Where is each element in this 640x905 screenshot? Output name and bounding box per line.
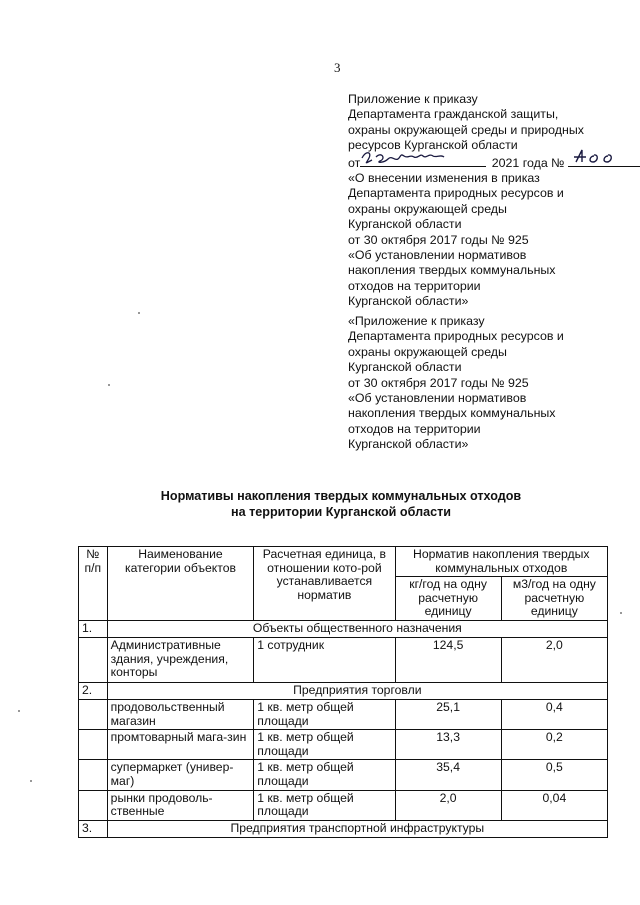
header-name: Наименование категории объектов bbox=[107, 547, 254, 621]
row-m3: 0,4 bbox=[501, 699, 607, 729]
title-line: Нормативы накопления твердых коммунальных отходов bbox=[160, 489, 522, 503]
appendix-block-original bbox=[348, 314, 618, 453]
appendix-line: охраны окружающей среды bbox=[348, 344, 507, 359]
row-m3: 2,0 bbox=[501, 637, 607, 682]
row-name: Административные здания, учреждения, конторы bbox=[107, 637, 254, 682]
section-title: Предприятия транспортной инфраструктуры bbox=[107, 820, 607, 837]
table-row bbox=[79, 790, 608, 820]
appendix-line: накопления твердых коммунальных bbox=[348, 263, 556, 278]
section-row bbox=[79, 620, 608, 637]
row-num bbox=[79, 730, 108, 760]
appendix-line: «Приложение к приказу bbox=[348, 314, 485, 328]
section-num: 2. bbox=[79, 682, 108, 699]
row-unit: 1 кв. метр общей площади bbox=[254, 699, 395, 729]
row-m3: 0,5 bbox=[501, 760, 607, 790]
scan-speck bbox=[30, 780, 32, 782]
row-num bbox=[79, 637, 108, 682]
section-num: 1. bbox=[79, 620, 108, 637]
norms-table bbox=[78, 546, 608, 838]
row-num bbox=[79, 790, 108, 820]
appendix-line: накопления твердых коммунальных bbox=[348, 406, 556, 421]
title-line: на территории Курганской области bbox=[230, 505, 451, 519]
row-unit: 1 кв. метр общей площади bbox=[254, 790, 395, 820]
header-norm: Норматив накопления твердых коммунальных отходов bbox=[395, 547, 607, 577]
date-prefix: от bbox=[348, 155, 361, 170]
handwritten-order-number bbox=[568, 154, 640, 167]
row-m3: 0,2 bbox=[501, 730, 607, 760]
row-name: рынки продоволь-ственные bbox=[107, 790, 254, 820]
appendix-block-amendment bbox=[348, 92, 618, 310]
row-kg: 2,0 bbox=[395, 790, 501, 820]
row-unit: 1 кв. метр общей площади bbox=[254, 760, 395, 790]
page-number: 3 bbox=[334, 60, 341, 75]
handwritten-date-signature bbox=[360, 148, 486, 166]
appendix-line: Департамента гражданской защиты, bbox=[348, 107, 559, 122]
section-title: Предприятия торговли bbox=[107, 682, 607, 699]
table-row bbox=[79, 760, 608, 790]
appendix-line: от 30 октября 2017 годы № 925 bbox=[348, 232, 529, 247]
scan-speck bbox=[620, 612, 622, 614]
section-title: Объекты общественного назначения bbox=[107, 620, 607, 637]
row-kg: 35,4 bbox=[395, 760, 501, 790]
header-kg: кг/год на одну расчетную единицу bbox=[395, 577, 501, 621]
document-title bbox=[76, 488, 606, 520]
appendix-line: Курганской области bbox=[348, 360, 462, 375]
row-kg: 13,3 bbox=[395, 730, 501, 760]
header-num: № п/п bbox=[79, 547, 108, 621]
appendix-line: отходов на территории bbox=[348, 278, 481, 293]
section-row bbox=[79, 820, 608, 837]
appendix-line: охраны окружающей среды bbox=[348, 201, 507, 216]
row-unit: 1 кв. метр общей площади bbox=[254, 730, 395, 760]
scan-speck bbox=[18, 710, 20, 712]
row-num bbox=[79, 699, 108, 729]
header-unit: Расчетная единица, в отношении кото-рой устанавливается норматив bbox=[254, 547, 395, 621]
appendix-line: Курганской области» bbox=[348, 294, 469, 309]
section-num: 3. bbox=[79, 820, 108, 837]
appendix-line: Департамента природных ресурсов и bbox=[348, 329, 564, 344]
scan-speck bbox=[138, 312, 140, 314]
row-m3: 0,04 bbox=[501, 790, 607, 820]
row-unit: 1 сотрудник bbox=[254, 637, 395, 682]
table-row bbox=[79, 730, 608, 760]
appendix-line: «Об установлении нормативов bbox=[348, 391, 527, 406]
row-num bbox=[79, 760, 108, 790]
scan-speck bbox=[108, 384, 110, 386]
appendix-line: Курганской области bbox=[348, 217, 462, 232]
row-kg: 124,5 bbox=[395, 637, 501, 682]
order-date-line bbox=[348, 154, 618, 171]
appendix-line: охраны окружающей среды и природных bbox=[348, 122, 584, 137]
appendix-line: «Об установлении нормативов bbox=[348, 248, 527, 263]
row-name: промтоварный мага-зин bbox=[107, 730, 254, 760]
appendix-line: «О внесении изменения в приказ bbox=[348, 171, 540, 186]
table-row bbox=[79, 637, 608, 682]
row-name: продовольственный магазин bbox=[107, 699, 254, 729]
table-header-row bbox=[79, 547, 608, 577]
appendix-line: Приложение к приказу bbox=[348, 92, 478, 106]
appendix-line: Департамента природных ресурсов и bbox=[348, 186, 564, 201]
row-kg: 25,1 bbox=[395, 699, 501, 729]
handwritten-date bbox=[360, 154, 486, 167]
header-m3: м3/год на одну расчетную единицу bbox=[501, 577, 607, 621]
section-row bbox=[79, 682, 608, 699]
handwritten-number-signature bbox=[568, 148, 640, 166]
appendix-line: от 30 октября 2017 годы № 925 bbox=[348, 375, 529, 390]
order-year: 2021 года № bbox=[491, 155, 565, 170]
table-row bbox=[79, 699, 608, 729]
appendix-line: ресурсов Курганской области bbox=[348, 138, 518, 153]
appendix-line: Курганской области» bbox=[348, 437, 469, 452]
row-name: супермаркет (универ-маг) bbox=[107, 760, 254, 790]
appendix-line: отходов на территории bbox=[348, 421, 481, 436]
